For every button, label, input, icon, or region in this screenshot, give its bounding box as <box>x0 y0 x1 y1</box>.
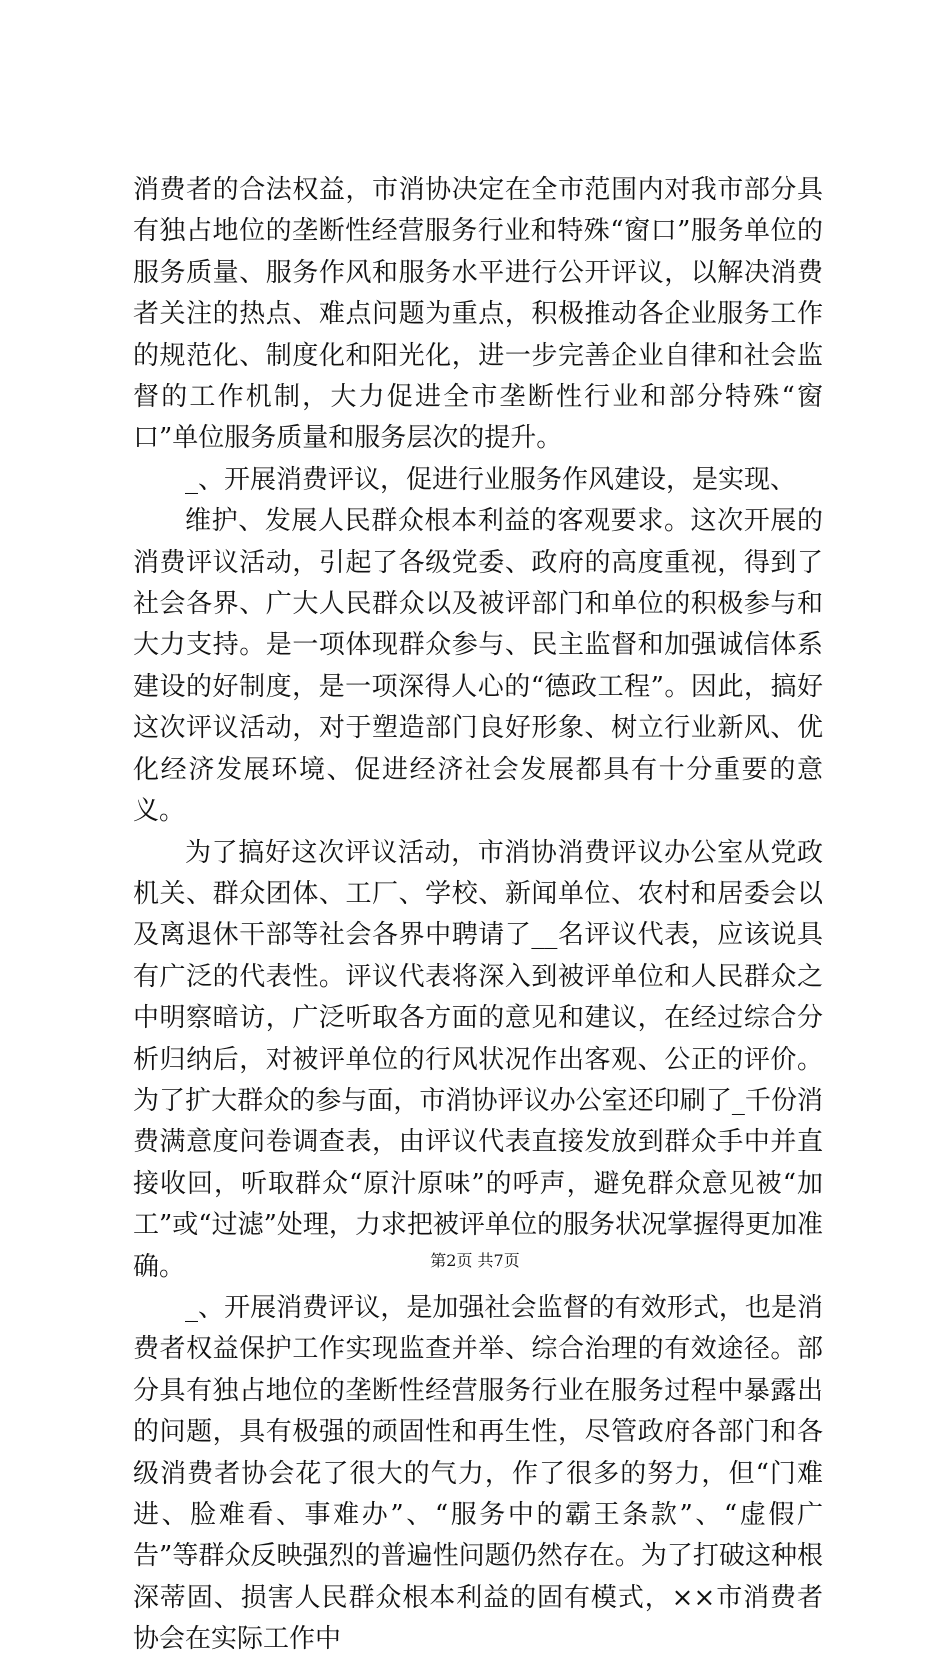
paragraph-3: 维护、发展人民群众根本利益的客观要求。这次开展的消费评议活动，引起了各级党委、政府的高度重视，得到了社会各界、广大人民群众以及被评部门和单位的积极参与和大力支持。是一项体现群众参与、民主监督和加强诚信体系建设的好制度，是一项深得人心的“德政工程”。因此，搞好这次评议活动，对于塑造部门良好形象、树立行业新风、优化经济发展环境、促进经济社会发展都具有十分重要的意义。 <box>133 506 823 827</box>
paragraph-4: 为了搞好这次评议活动，市消协消费评议办公室从党政机关、群众团体、工厂、学校、新闻单位、农村和居委会以及离退休干部等社会各界中聘请了__名评议代表，应该说具有广泛的代表性。评议代表将深入到被评单位和人民群众之中明察暗访，广泛听取各方面的意见和建议，在经过综合分析归纳后，对被评单位的行风状况作出客观、公正的评价。为了扩大群众的参与面，市消协评议办公室还印刷了_千份消费满意度问卷调查表，由评议代表直接发放到群众手中并直接收回，听取群众“原汁原味”的呼声，避免群众意见被“加工”或“过滤”处理，力求把被评单位的服务状况掌握得更加准确。 <box>133 837 823 1282</box>
paragraph-2: _、开展消费评议，促进行业服务作风建设，是实现、 <box>185 464 797 495</box>
paragraph-1: 消费者的合法权益，市消协决定在全市范围内对我市部分具有独占地位的垄断性经营服务行业和特殊“窗口”服务单位的服务质量、服务作风和服务水平进行公开评议，以解决消费者关注的热点、难点问题为重点，积极推动各企业服务工作的规范化、制度化和阳光化，进一步完善企业自律和社会监督的工作机制，大力促进全市垄断性行业和部分特殊“窗口”单位服务质量和服务层次的提升。 <box>133 175 823 454</box>
document-body <box>133 170 823 1661</box>
page-number-footer: 第2页 共7页 <box>430 1251 520 1270</box>
paragraph-5: _、开展消费评议，是加强社会监督的有效形式，也是消费者权益保护工作实现监查并举、综合治理的有效途径。部分具有独占地位的垄断性经营服务行业在服务过程中暴露出的问题，具有极强的顽固性和再生性，尽管政府各部门和各级消费者协会花了很大的气力，作了很多的努力，但“门难进、脸难看、事难办”、“服务中的霸王条款”、“虚假广告”等群众反映强烈的普遍性问题仍然存在。为了打破这种根深蒂固、损害人民群众根本利益的固有模式，××市消费者协会在实际工作中 <box>133 1292 823 1655</box>
